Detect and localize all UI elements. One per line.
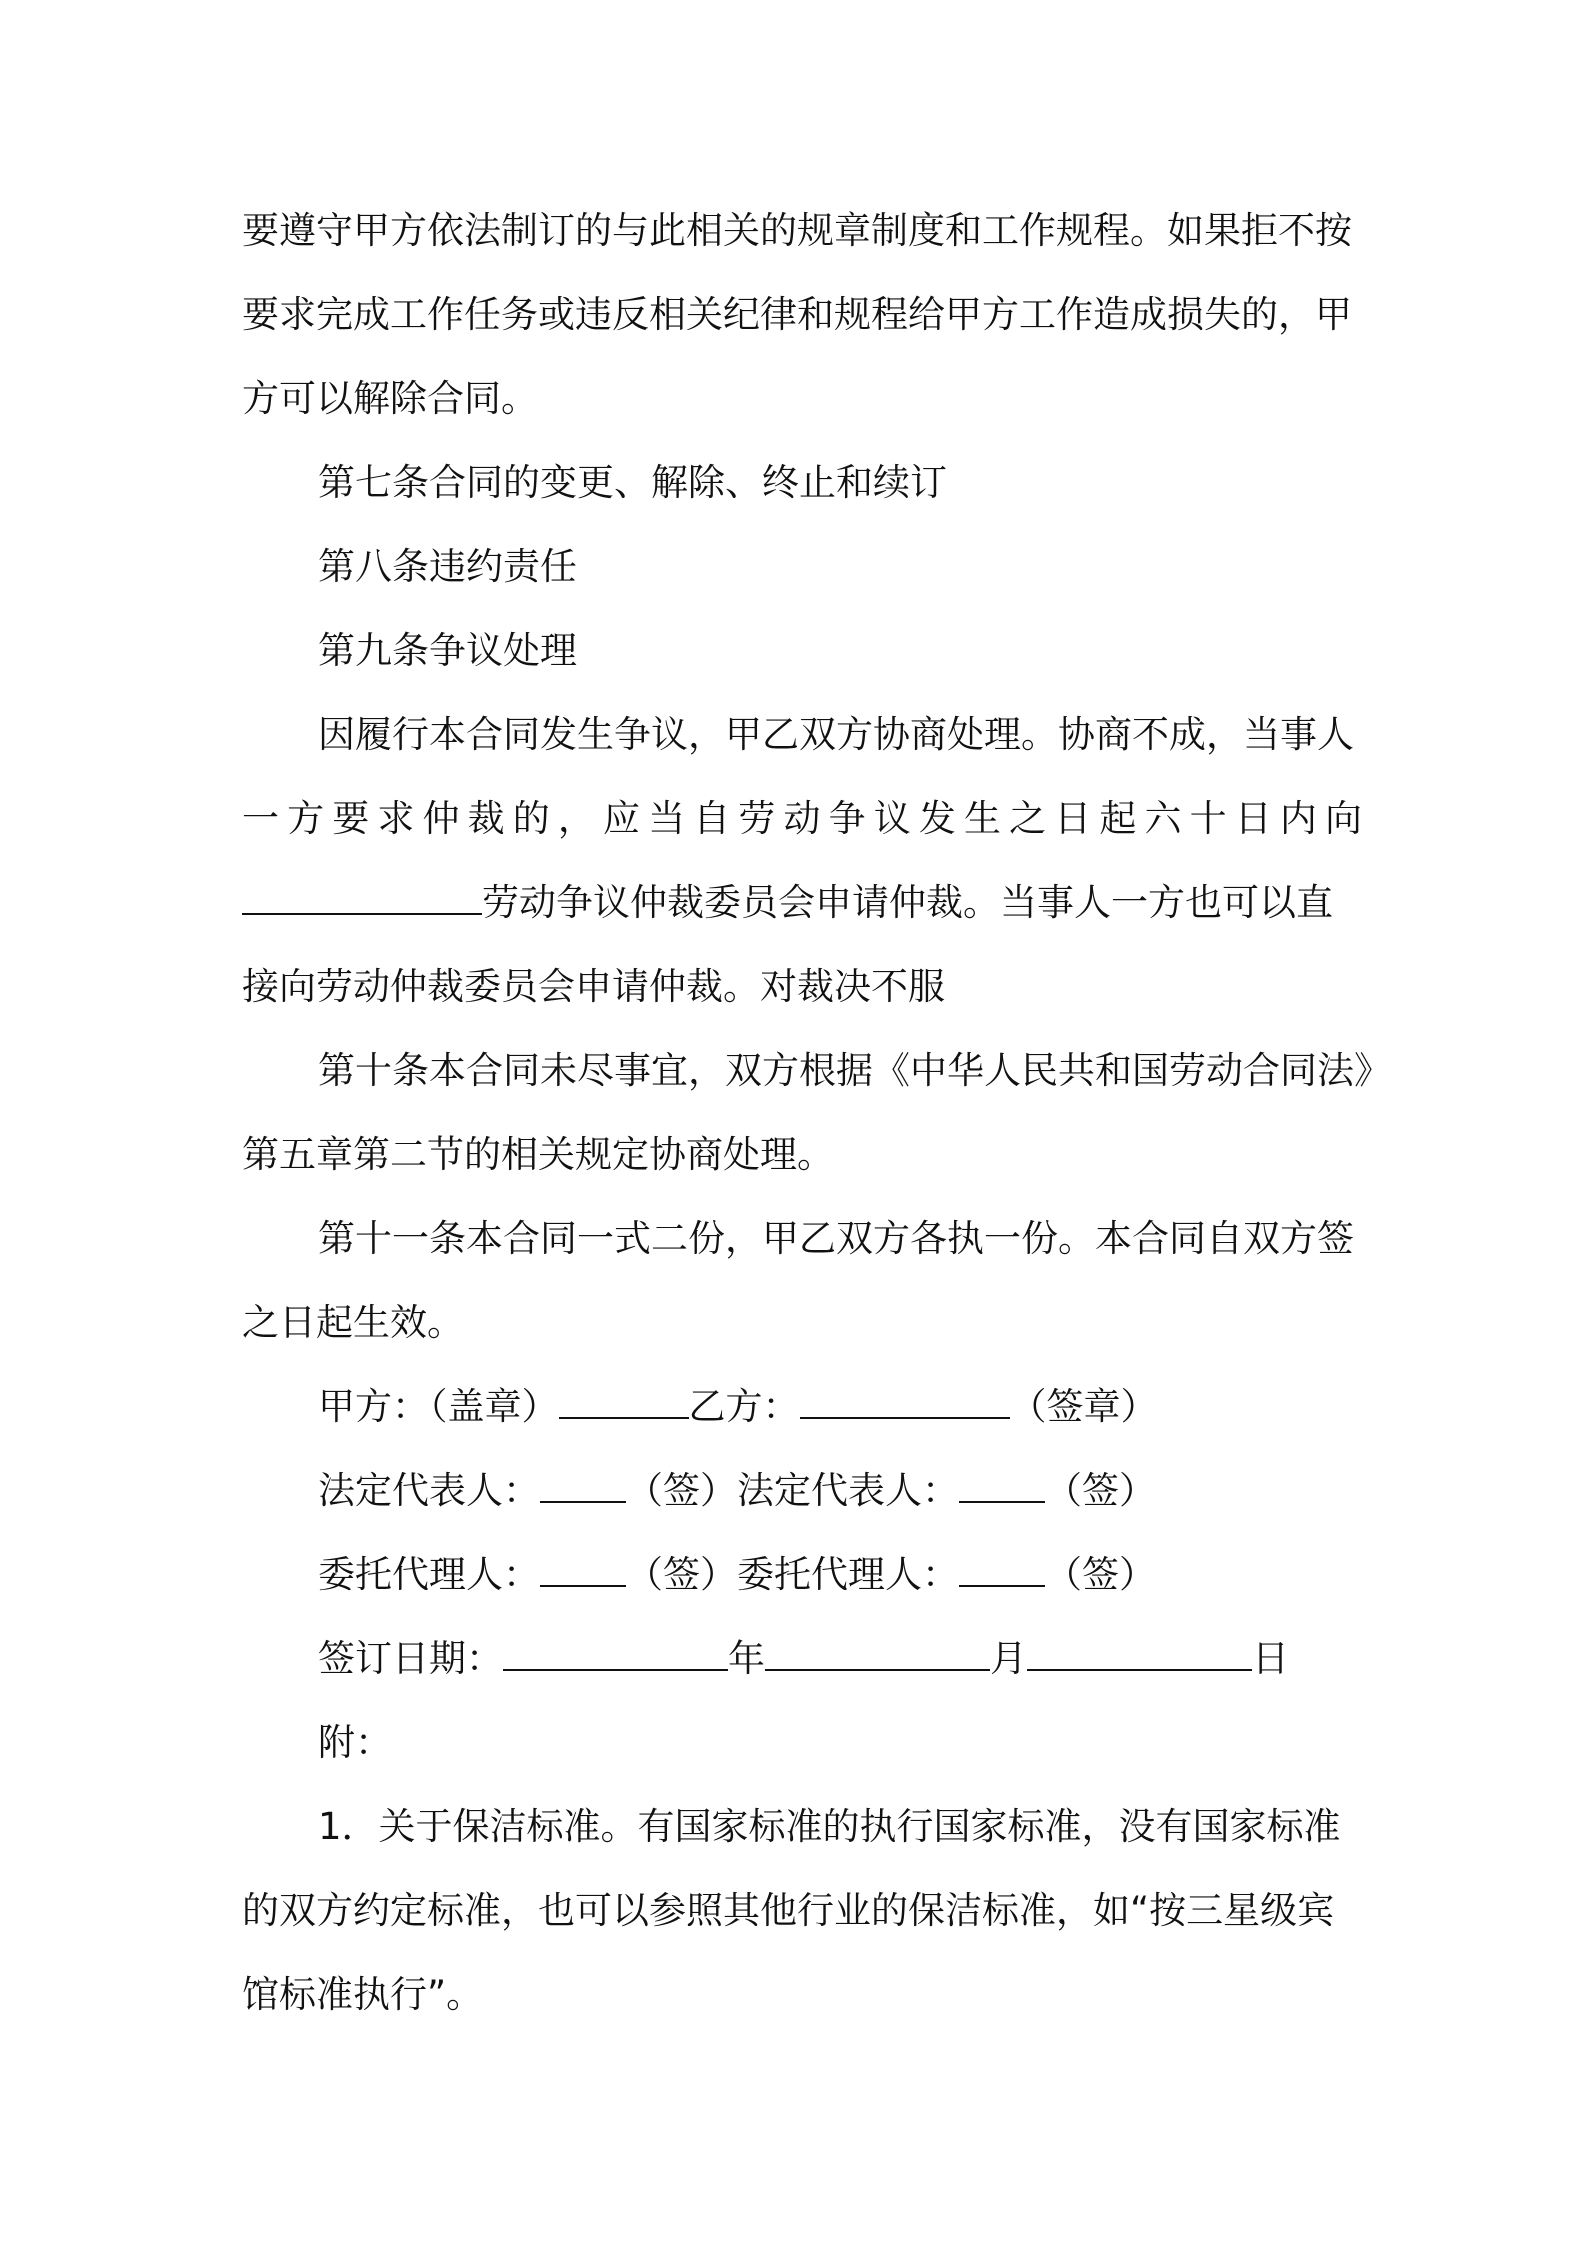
article-10-line: 第十条本合同未尽事宜，双方根据《中华人民共和国劳动合同法》 [318, 1049, 1391, 1092]
document-body [242, 203, 1391, 2051]
paragraph-line: 因履行本合同发生争议，甲乙双方协商处理。协商不成，当事人 [318, 713, 1354, 756]
paragraph-line: 要求完成工作任务或违反相关纪律和规程给甲方工作造成损失的，甲 [242, 293, 1352, 336]
appendix-item-1-line: 的双方约定标准，也可以参照其他行业的保洁标准，如“按三星级宾 [242, 1889, 1335, 1932]
paragraph-line: 接向劳动仲裁委员会申请仲裁。对裁决不服 [242, 965, 945, 1008]
signature-parties-line: 甲方：（盖章） 乙方： （签章） [318, 1385, 1158, 1428]
agent-a-blank [540, 1551, 626, 1587]
paragraph-line: 劳动争议仲裁委员会申请仲裁。当事人一方也可以直 [242, 875, 1362, 959]
paragraph-line: 方可以解除合同。 [242, 377, 538, 420]
month-blank [765, 1635, 990, 1671]
article-8-heading: 第八条违约责任 [318, 545, 577, 588]
paragraph-line: 之日起生效。 [242, 1301, 464, 1344]
appendix-item-1-line: 馆标准执行”。 [242, 1973, 484, 2016]
party-a-blank [559, 1383, 689, 1419]
agent-b-blank [959, 1551, 1045, 1587]
article-11-line: 第十一条本合同一式二份，甲乙双方各执一份。本合同自双方签 [318, 1217, 1354, 1260]
legal-rep-a-blank [540, 1467, 626, 1503]
year-blank [503, 1635, 728, 1671]
article-9-heading: 第九条争议处理 [318, 629, 577, 672]
arbitration-blank [242, 879, 482, 915]
appendix-heading: 附： [318, 1721, 392, 1764]
legal-rep-b-blank [959, 1467, 1045, 1503]
paragraph-line: 一方要求仲裁的，应当自劳动争议发生之日起六十日内向 [242, 797, 1362, 840]
article-7-heading: 第七条合同的变更、解除、终止和续订 [318, 461, 947, 504]
sign-date-line: 签订日期： 年 月 日 [318, 1637, 1289, 1680]
legal-rep-line: 法定代表人： （签）法定代表人： （签） [318, 1469, 1156, 1512]
paragraph-line: 要遵守甲方依法制订的与此相关的规章制度和工作规程。如果拒不按 [242, 209, 1352, 252]
paragraph-line: 第五章第二节的相关规定协商处理。 [242, 1133, 834, 1176]
agent-line: 委托代理人： （签）委托代理人： （签） [318, 1553, 1156, 1596]
day-blank [1027, 1635, 1252, 1671]
party-b-blank [800, 1383, 1010, 1419]
appendix-item-1-line: 1．关于保洁标准。有国家标准的执行国家标准，没有国家标准 [318, 1805, 1341, 1848]
